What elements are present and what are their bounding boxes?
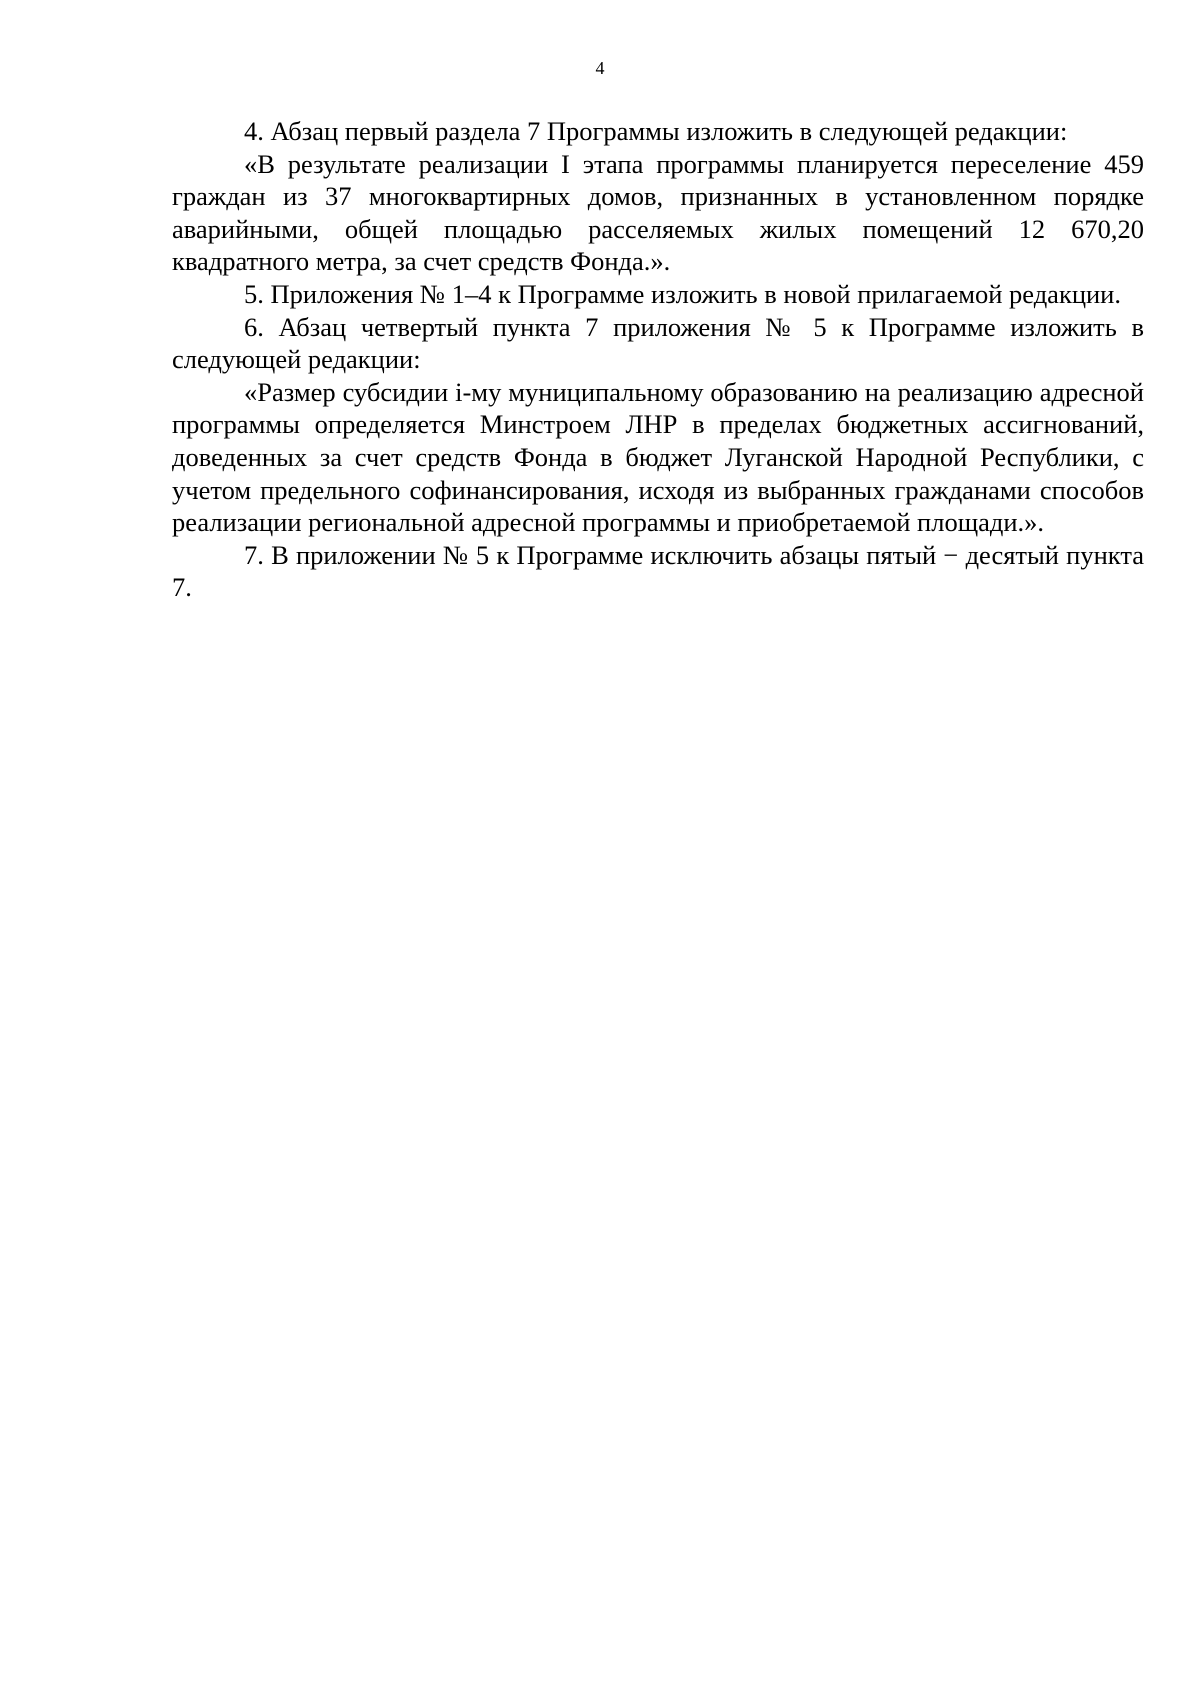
page-number: 4: [595, 58, 605, 78]
paragraph-item-6: 6. Абзац четвертый пункта 7 приложения № 5 к Программе изложить в следующей редакции:: [172, 311, 1144, 375]
paragraph-quoted-subsidy-text: «Размер субсидии i-му муниципальному образованию на реализацию адресной программы определяется Минстроем ЛНР в пределах бюджетных ассигнований, доведенных за счет средств Фонда в бюджет Луганской Народной Республики, с учетом предельного софинансирования, исходя из выбранных гражданами способов реализации региональной адресной программы и приобретаемой площади.».: [172, 376, 1144, 538]
paragraph-item-5: 5. Приложения № 1–4 к Программе изложить в новой прилагаемой редакции.: [244, 278, 1121, 309]
paragraph-item-4: 4. Абзац первый раздела 7 Программы изложить в следующей редакции:: [244, 116, 1068, 146]
paragraph-item-7: 7. В приложении № 5 к Программе исключить абзацы пятый − десятый пункта 7.: [172, 539, 1144, 603]
paragraph-quoted-section-7-text: «В результате реализации I этапа программы планируется переселение 459 граждан из 37 многоквартирных домов, признанных в установленном порядке аварийными, общей площадью расселяемых жилых помещений 12 670,20 квадратного метра, за счет средств Фонда.».: [172, 148, 1144, 277]
document-body: [172, 115, 1144, 604]
